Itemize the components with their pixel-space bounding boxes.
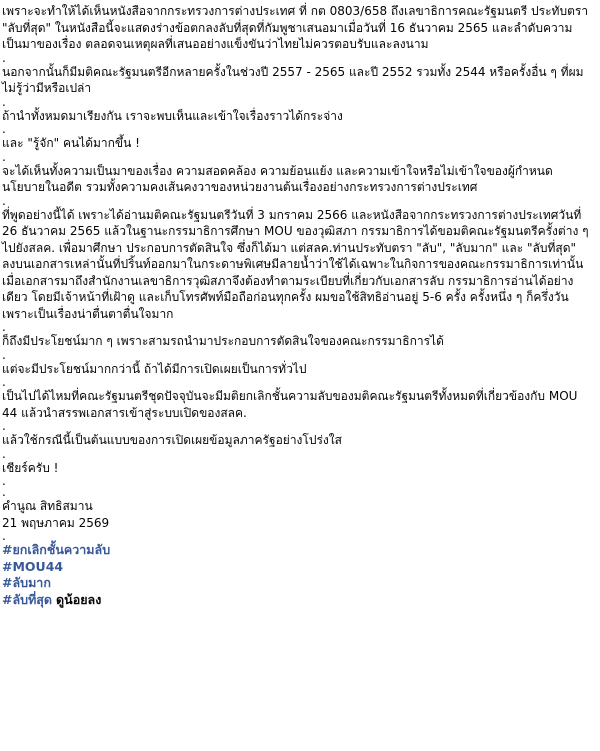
separator-dot: . — [2, 474, 6, 488]
hashtag-link[interactable]: #ลับที่สุด — [2, 591, 53, 607]
post-paragraph-2: นอกจากนั้นก็มีมติคณะรัฐมนตรีอีกหลายครั้งในช่วงปี 2557 - 2565 และปี 2552 รวมทั้ง 2544 หรือครั้งอื่น ๆ ที่ผมไม่รู้ว่ามีหรือเปล่า — [2, 64, 584, 95]
separator-dot: . — [2, 50, 6, 65]
separator-dot: . — [2, 375, 6, 389]
post-paragraph-9: เป็นไปได้ไหมที่คณะรัฐมนตรีชุดปัจจุบันจะมีมติยกเลิกชั้นความลับของมติคณะรัฐมนตรีทั้งหมดที่เกี่ยวข้องกับ MOU 44 แล้วนำสรรพเอกสารเข้าสู่ระบบเปิดของสลค. — [2, 389, 578, 420]
hashtag-link[interactable]: #ยกเลิกชั้นความลับ — [2, 542, 111, 557]
last-hashtag-line — [2, 592, 590, 609]
separator-dot: . — [2, 529, 6, 543]
post-paragraph-7: ก็ถึงมีประโยชน์มาก ๆ เพราะสามรถนำมาประกอบการตัดสินใจของคณะกรรมาธิการได้ — [2, 334, 444, 348]
separator-dot: . — [2, 122, 6, 136]
post-paragraph-5: จะได้เห็นทั้งความเป็นมาของเรื่อง ความสอดคล้อง ความย้อนแย้ง และความเข้าใจหรือไม่เข้าใจของผู้กำหนดนโยบายในอดีต รวมทั้งความคงเส้นคงวาของหน่วยงานต้นเรื่องอย่างกระทรวงการต่างประเทศ — [2, 163, 553, 194]
separator-dot: . — [2, 193, 6, 208]
hashtag-link[interactable]: #ลับมาก — [2, 575, 51, 590]
separator-dot: . — [2, 446, 6, 461]
hashtag-link[interactable]: #MOU44 — [2, 558, 64, 574]
separator-dot: . — [2, 320, 6, 334]
separator-dot: . — [2, 485, 6, 499]
post-paragraph-4: และ "รู้จัก" คนได้มากขึ้น ! — [2, 136, 140, 150]
post-paragraph-6: ที่พูดอย่างนี้ได้ เพราะได้อ่านมติคณะรัฐมนตรีวันที่ 3 มกราคม 2566 และหนังสือจากกระทรวงการต่างประเทศวันที่ 26 ธันวาคม 2565 แล้วในฐานะกรรมาธิการศึกษา MOU ของวุฒิสภา กรรมาธิการได้ขอมติคณะรัฐมนตรีครั้งต่าง ๆ ไปยังสลค. เพื่อมาศึกษา ประกอบการตัดสินใจ ซึ่งก็ได้มา แต่สลค.ท่านประทับตรา "ลับ", "ลับมาก" และ "ลับที่สุด" ลงบนเอกสารเหล่านั้นที่ปริ้นท์ออกมาในกระดาษพิเศษมีลายน้ำว่าใช้ได้เฉพาะในกิจการของคณะกรรมาธิการเท่านั้น เมื่อเอกสารมาถึงสำนักงานเลขาธิการวุฒิสภาจึงต้องทำตามระเบียบที่เกี่ยวกับเอกสารลับ กรรมาธิการอ่านได้อย่างเดียว โดยมีเจ้าหน้าที่เฝ้าดู และเก็บโทรศัพท์มือถือก่อนทุกครั้ง ผมขอใช้สิทธิอ่านอยู่ 5-6 ครั้ง ครั้งหนึ่ง ๆ ก็ครึ่งวัน เพราะเป็นเรื่องน่าตื่นตาตื่นใจมาก — [2, 207, 589, 321]
post-paragraph-8: แต่จะมีประโยชน์มากกว่านี้ ถ้าได้มีการเปิดเผยเป็นการทั่วไป — [2, 361, 307, 376]
separator-dot: . — [2, 149, 6, 164]
see-less-button[interactable]: ดูน้อยลง — [56, 591, 102, 607]
separator-dot: . — [2, 419, 6, 433]
signature-date: 21 พฤษภาคม 2569 — [2, 515, 110, 530]
separator-dot: . — [2, 94, 6, 109]
post-paragraph-3: ถ้านำทั้งหมดมาเรียงกัน เราจะพบเห็นและเข้าใจเรื่องราวได้กระจ่าง — [2, 108, 343, 123]
signature-name: คำนูณ สิทธิสมาน — [2, 499, 93, 513]
separator-dot: . — [2, 347, 6, 362]
post-paragraph-10: แล้วใช้กรณีนี้เป็นต้นแบบของการเปิดเผยข้อมูลภาครัฐอย่างโปร่งใส — [2, 433, 342, 447]
post-paragraph-11: เชียร์ครับ ! — [2, 460, 59, 475]
post-paragraph-1: เพราะจะทำให้ได้เห็นหนังสือจากกระทรวงการต่างประเทศ ที่ กต 0803/658 ถึงเลขาธิการคณะรัฐมนตรี ประทับตรา "ลับที่สุด" ในหนังสือนี้จะแสดงร่างข้อตกลงลับที่สุดที่กัมพูชาเสนอมาเมื่อวันที่ 16 ธันวาคม 2565 และลำดับความเป็นมาของเรื่อง ตลอดจนเหตุผลที่เสนออย่างแข็งขันว่าไทยไม่ควรตอบรับและลงนาม — [2, 4, 589, 51]
